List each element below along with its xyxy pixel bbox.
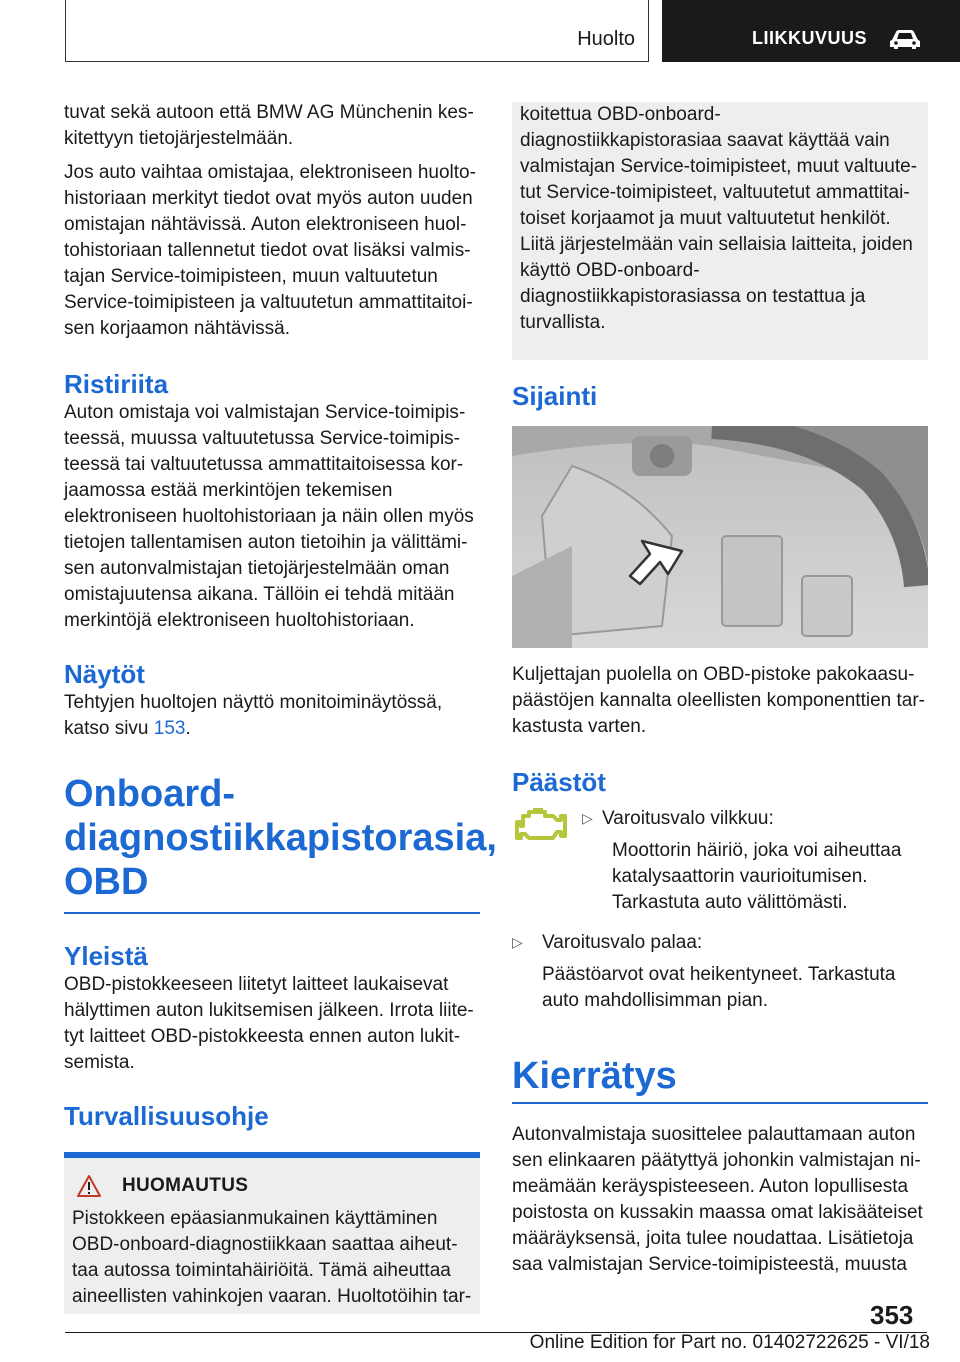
warning-triangle-icon bbox=[76, 1174, 102, 1198]
header-chapter-title: LIIKKUVUUS bbox=[752, 28, 868, 48]
notice-box-continued bbox=[512, 102, 928, 360]
emission-warning-list bbox=[512, 806, 928, 1014]
heading-kierratys: Kierrätys bbox=[512, 1055, 677, 1097]
header-section-title: Huolto bbox=[577, 28, 635, 50]
naytot-text: Tehtyjen huoltojen näyttö monitoiminäytössä, katso sivu bbox=[64, 692, 443, 739]
right-column bbox=[512, 102, 928, 1278]
kierratys-paragraph: Autonvalmistaja suosittelee palauttamaan auton sen elinkaaren päätyttyä johonkin valmistajan nimeämään keräyspisteeseen. Auton lopullisesta poistosta on kussakin maassa omat lakisääteiset määräyksensä, joita tulee noudattaa. Lisätietoja saa valmistajan Service-toimipisteestä, muusta bbox=[512, 1123, 923, 1275]
check-engine-icon bbox=[515, 806, 569, 844]
section-rule bbox=[64, 912, 480, 914]
left-column bbox=[64, 100, 497, 1314]
page-reference-link[interactable]: 153 bbox=[153, 718, 186, 739]
notice-box bbox=[64, 1152, 480, 1314]
footer-edition: Online Edition for Part no. 01402722625 - VI/18 bbox=[529, 1332, 930, 1353]
bullet-heading: Varoitusvalo palaa: bbox=[542, 932, 703, 953]
heading-ristiriita: Ristiriita bbox=[64, 369, 169, 399]
heading-obd: Onboard-diagnostiikkapistorasia, OBD bbox=[64, 773, 497, 903]
section-rule bbox=[512, 1102, 928, 1104]
naytot-paragraph bbox=[64, 690, 480, 742]
page-number: 353 bbox=[870, 1300, 914, 1330]
heading-naytot: Näytöt bbox=[64, 659, 145, 689]
heading-turvallisuusohje: Turvallisuusohje bbox=[64, 1100, 269, 1131]
ristiriita-paragraph: Auton omistaja voi valmistajan Service-toimipisteessä, muussa valtuutetussa Service-toimipisteessä tai valtuutetussa ammattitaitoisessa korjaamossa estää merkintöjen tekemisen elektroniseen huoltohistoriaan ja näin ollen myös tietojen tallentamisen auton tietoihin ja välittämisen autonvalmistajan tietojärjestelmään oman omistajuutensa aikana. Tällöin ei tehdä mitään merkintöjä elektroniseen huoltohistoriaan. bbox=[64, 402, 474, 631]
bullet-text: Moottorin häiriö, joka voi aiheuttaa katalysaattorin vaurioitumisen. Tarkastuta auto välittömästi. bbox=[612, 840, 902, 913]
yleista-paragraph: OBD-pistokkeeseen liitetyt laitteet laukaisevat hälyttimen auton lukitsemisen jälkeen. Irrota liitetyt laitteet OBD-pistokkeesta ennen auton lukitsemista. bbox=[64, 973, 474, 1073]
sijainti-paragraph: Kuljettajan puolella on OBD-pistoke pakokaasupäästöjen kannalta oleellisten komponenttien tarkastusta varten. bbox=[512, 664, 925, 737]
bullet-text: Päästöarvot ovat heikentyneet. Tarkastuta auto mahdollisimman pian. bbox=[542, 964, 896, 1011]
heading-sijainti: Sijainti bbox=[512, 381, 598, 411]
header-chapter-tab bbox=[662, 0, 960, 62]
heading-paastot: Päästöt bbox=[512, 767, 606, 797]
notice-title: HUOMAUTUS bbox=[122, 1174, 249, 1196]
bullet-item bbox=[512, 930, 928, 1014]
notice-text: Pistokkeen epäasianmukainen käyttäminen OBD-onboard-diagnostiikkaan saattaa aiheuttaa autossa toimintahäiriöitä. Tämä aiheuttaa aineellisten vahinkojen vaaran. Huoltotöihin tar- bbox=[72, 1207, 472, 1307]
bullet-item bbox=[512, 806, 928, 916]
intro-paragraph: tuvat sekä autoon että BMW AG Münchenin keskitettyyn tietojärjestelmään. bbox=[64, 102, 474, 149]
obd-location-photo bbox=[512, 426, 928, 648]
notice-header bbox=[64, 1158, 480, 1200]
naytot-period: . bbox=[185, 718, 191, 739]
bullet-heading: Varoitusvalo vilkkuu: bbox=[602, 808, 774, 829]
intro-paragraph: Jos auto vaihtaa omistajaa, elektroniseen huoltohistoriaan merkityt tiedot ovat myös auton uuden omistajan nähtävissä. Auton elektroniseen huoltohistoriaan tallennetut tiedot ovat lisäksi valmistajan Service-toimipisteen, muun valtuutetun Service-toimipisteen ja valtuutetun ammattitaitoisen korjaamon nähtävissä. bbox=[64, 162, 476, 339]
heading-yleista: Yleistä bbox=[64, 940, 148, 971]
bullet-triangle-icon: ▷ bbox=[582, 810, 593, 826]
car-icon bbox=[888, 28, 922, 50]
notice-text-continued: koitettua OBD-onboard-diagnostiikkapistorasiaa saavat käyttää vain valmistajan Service-toimipisteet, muut valtuutetut Service-toimipisteet, valtuutetut ammattitaitoiset korjaamot ja muut valtuutetut henkilöt. Liitä järjestelmään vain sellaisia laitteita, joiden käyttö OBD-onboard-diagnostiikkapistorasiassa on testattua ja turvallista. bbox=[520, 104, 918, 333]
bullet-triangle-icon: ▷ bbox=[512, 934, 523, 950]
